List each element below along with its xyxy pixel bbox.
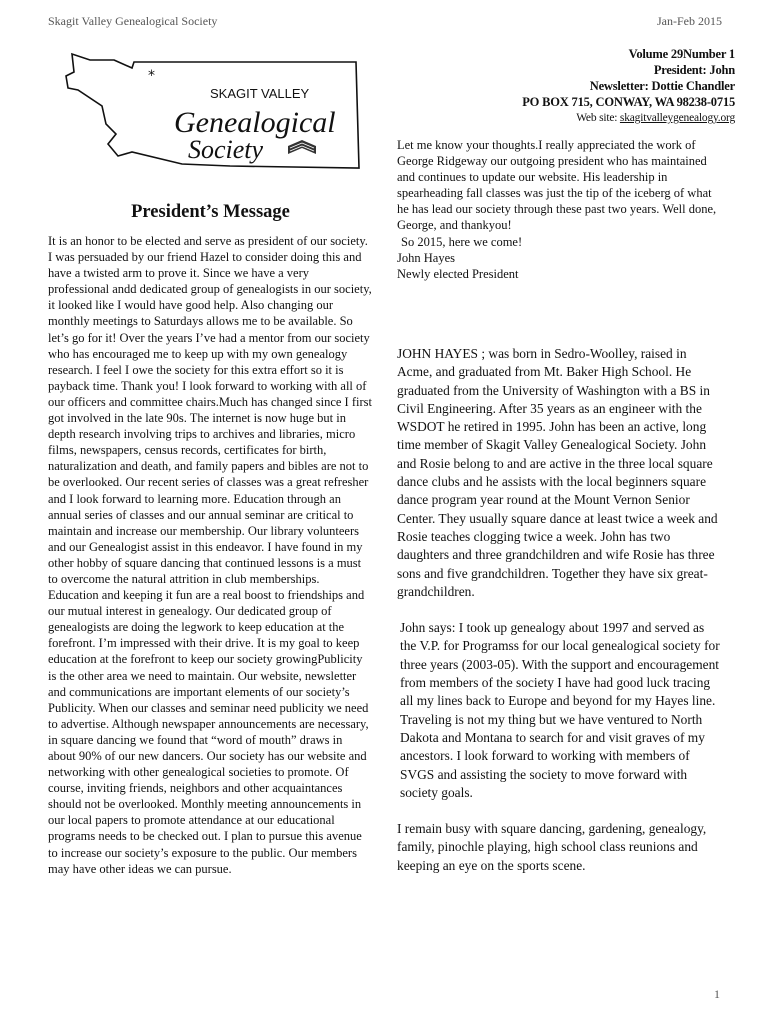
signature-name: John Hayes [397,250,455,265]
editor-line: Newsletter: Dottie Chandler [589,79,735,93]
website-label: Web site: [576,112,618,124]
signature-title: Newly elected President [397,266,519,281]
society-logo [62,48,362,178]
header-society-name: Skagit Valley Genealogical Society [48,14,218,28]
website-line [375,110,735,126]
bio-paragraph-3: I remain busy with square dancing, gardening, genealogy, family, pinochle playing, high school class reunions and keeping an eye on the sports scene. [397,821,707,873]
mailing-address: PO BOX 715, CONWAY, WA 98238-0715 [522,95,735,109]
president-line: President: John [653,63,735,77]
book-icon [288,140,316,154]
masthead [375,46,735,126]
volume-number: Volume 29Number 1 [628,47,735,61]
header-issue-date: Jan-Feb 2015 [657,14,722,28]
svg-text:*: * [148,68,155,84]
message-continued-column [397,137,722,282]
logo-line3: Society [188,135,264,164]
bio-paragraph-1: JOHN HAYES ; was born in Sedro-Woolley, raised in Acme, and graduated from Mt. Baker High School. He graduated from the University of Washington with a BS in Civil Engineering. After 35 years as an engineer with the WSDOT he retired in 1995. John has been an active, long time member of Skagit Valley Genealogical Society. John and Rosie belong to and are active in the three local square dance clubs and he assists with the local beginners square dance program year round at the Mount Vernon Senior Center. They usually square dance at least twice a week and Rosie teaches clogging twice a week. John has two daughters and three grandchildren and wife Rosie has three sons and five grandchildren. Together they have six great-grandchildren. [397,346,718,599]
page-number: 1 [714,987,720,1001]
presidents-message-body: It is an honor to be elected and serve as president of our society. I was persuaded by our friend Hazel to consider doing this and have a twisted arm to prove it. Since we have a very professional andd dedicated group of genealogists in our society, it looked like I would have good help. Also changing our monthly meetings to Saturdays allows me to be available. So let’s go for it! Over the years I’ve had a mentor from our society who has encouraged me to keep up with my own genealogy research. I feel I owe the society for this extra effort so it is payback time. Thank you! I look forward to working with all of our officers and committee chairs.Much has changed since I first got involved in the late 90s. The internet is now huge but in depth research involving trips to archives and libraries, micro films, newspapers, census records, certificates for birth, naturalization and death, and family papers and bibles are not to be overlooked. Our recent series of classes was a great refresher and I look forward to learning more. Education through an annual series of classes and our annual seminar are critical to maintain and increase our membership. Our library volunteers and our Genealogist assist in this endeavor. I have found in my other hobby of square dancing that continued lessons is a must to overcome the natural attrition in club memberships. Education and keeping it fun are a real boost to friendships and our mutual interest in genealogy. Our dedicated group of genealogists are doing the legwork to keep education at the forefront. I’m impressed with their drive. It is my goal to keep education at the forefront to keep our society growingPublicity is the other area we need to maintain. Our website, newsletter and communications are important elements of our society’s Publicity. When our classes and seminar need publicity we need to advertise. Although newspaper announcements are necessary, in square dancing we found that “word of mouth” draws in about 90% of our new dancers. Our society has our website and networking with other genealogical societies to promote. Of course, inviting friends, neighbors and other acquaintances should not be overlooked. Monthly meeting announcements in our local papers to promote attendance at our educational programs needs to be checked out. I plan to pursue this avenue to increase our society’s exposure to the public. Our members may have other ideas we can pursue. [48,234,372,876]
message-continued-body: Let me know your thoughts.I really appreciated the work of George Ridgeway our outgoing president who has maintained and continues to update our website. His leadership in spearheading fall classes was just the tip of the iceberg of what he has lead our society through these past two years. Well done, George, and thankyou! [397,138,717,233]
logo-line1: SKAGIT VALLEY [210,86,310,101]
bio-paragraph-2: John says: I took up genealogy about 1997 and served as the V.P. for Programss for our local genealogical society for three years (2003-05). With the support and encouragement from members of the society I have had good luck tracing all my lines back to Europe and beyond for my Hayes line. Traveling is not my thing but we have ventured to North Dakota and Montana to search for and visit graves of my ancestors. I look forward to working with members of SVGS and assisting the society to move forward with society goals. [400,620,720,800]
logo-line2: Genealogical [174,106,336,139]
john-hayes-bio [397,345,722,875]
presidents-message-title: President’s Message [131,202,290,222]
message-closing: So 2015, here we come! [401,234,523,249]
presidents-message-column [48,202,373,877]
running-header [48,14,722,30]
website-link[interactable]: skagitvalleygenealogy.org [619,112,735,124]
